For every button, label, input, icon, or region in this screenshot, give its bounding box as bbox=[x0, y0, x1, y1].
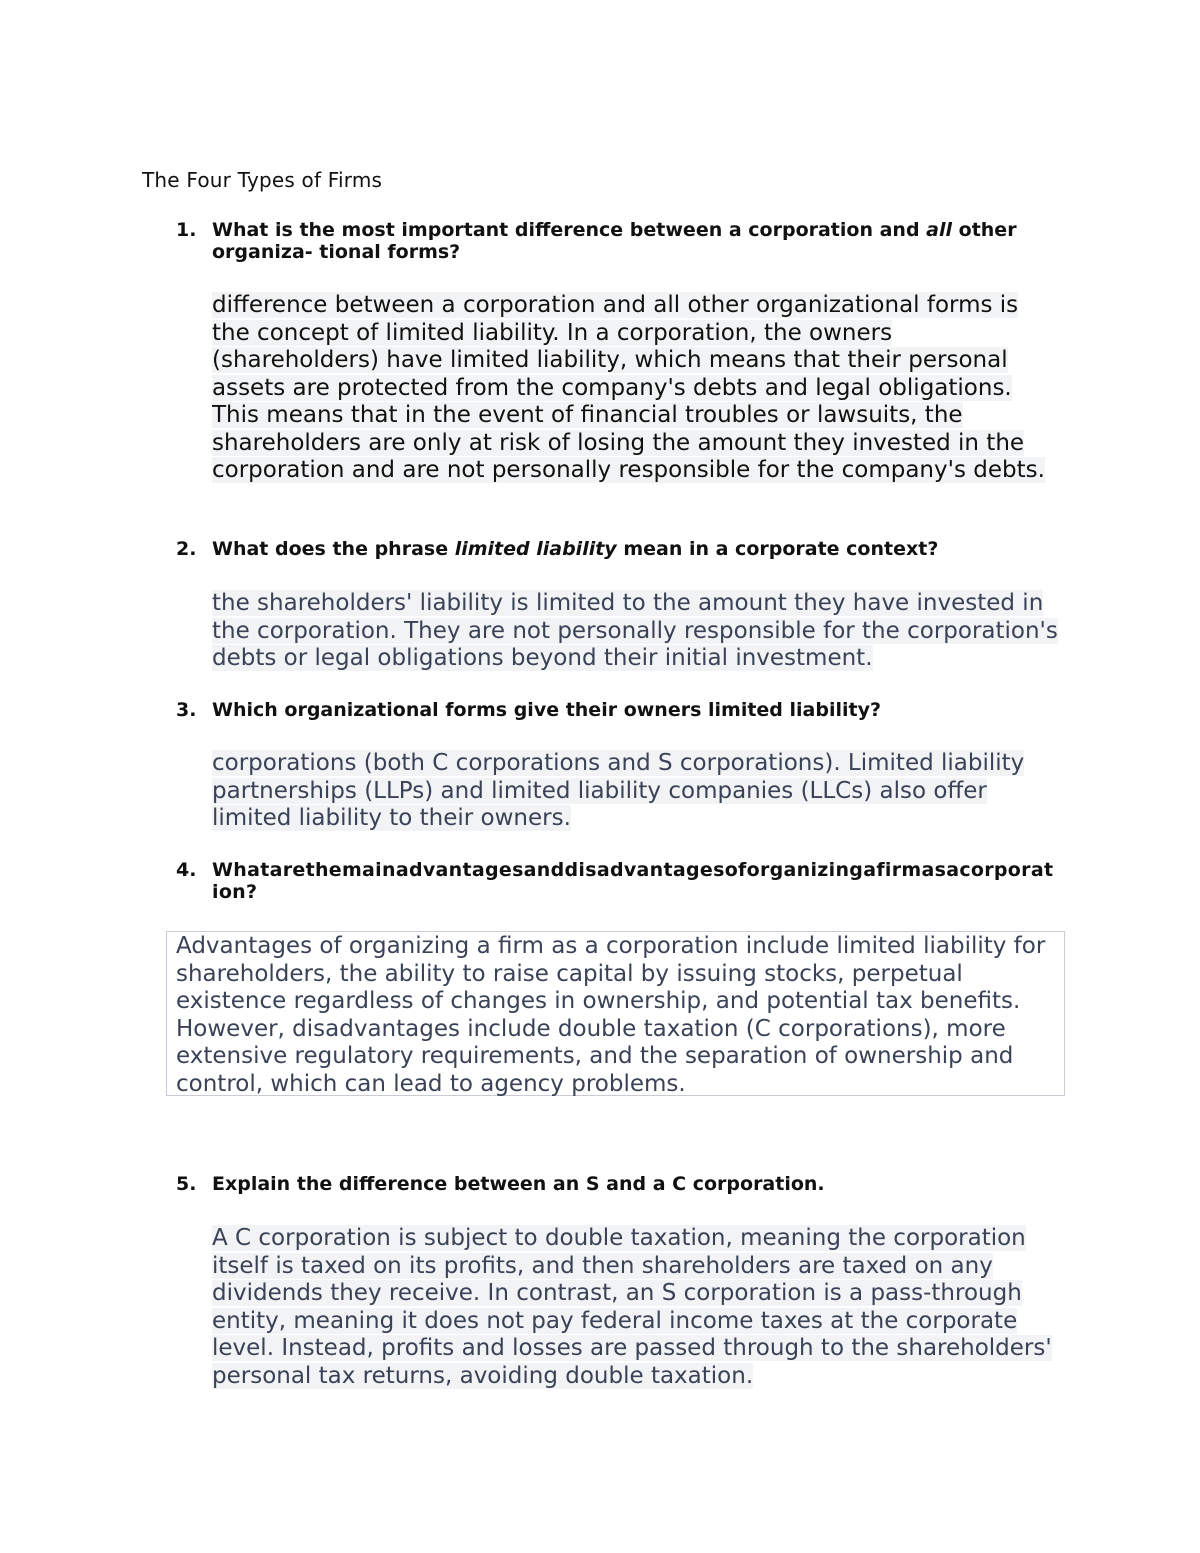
answer-text: corporations (both C corporations and S corporations). Limited liability partnerships (LLPs) and limited liability companies (LLCs) also offer limited liability to their owners. bbox=[212, 750, 1025, 831]
question-text: Explain the difference between an S and a C corporation. bbox=[212, 1173, 825, 1195]
answer-3 bbox=[212, 750, 1062, 833]
answer-text: difference between a corporation and all other organizational forms is the concept of limited liability. In a corporation, the owners (shareholders) have limited liability, which means that their personal assets are protected from the company's debts and legal obligations. This means that in the event of financial troubles or lawsuits, the shareholders are only at risk of losing the amount they invested in the corporation and are not personally responsible for the company's debts. bbox=[212, 292, 1045, 483]
answer-4-textbox bbox=[166, 931, 1065, 1096]
answer-text: Advantages of organizing a firm as a corporation include limited liability for shareholders, the ability to raise capital by issuing stocks, perpetual existence regardless of changes in ownership, and potential tax benefits. However, disadvantages include double taxation (C corporations), more extensive regulatory requirements, and the separation of ownership and control, which can lead to agency problems. bbox=[176, 933, 1046, 1097]
question-5 bbox=[176, 1173, 1056, 1195]
question-1 bbox=[176, 219, 1056, 263]
answer-text: the shareholders' liability is limited to the amount they have invested in the corporation. They are not personally responsible for the corporation's debts or legal obligations beyond their initial investment. bbox=[212, 590, 1058, 671]
question-text: Whatarethemainadvantagesanddisadvantagesoforganizingafirmasacorporation? bbox=[212, 859, 1054, 903]
question-3 bbox=[176, 699, 1056, 721]
document-title: The Four Types of Firms bbox=[142, 168, 383, 192]
question-number: 2. bbox=[176, 538, 197, 560]
question-number: 4. bbox=[176, 859, 197, 881]
answer-5 bbox=[212, 1225, 1062, 1390]
answer-text: A C corporation is subject to double taxation, meaning the corporation itself is taxed on its profits, and then shareholders are taxed on any dividends they receive. In contrast, an S corporation is a pass-through entity, meaning it does not pay federal income taxes at the corporate level. Instead, profits and losses are passed through to the shareholders' personal tax returns, avoiding double taxation. bbox=[212, 1225, 1052, 1389]
question-4 bbox=[176, 859, 1056, 903]
question-number: 5. bbox=[176, 1173, 197, 1195]
answer-1 bbox=[212, 292, 1062, 485]
question-text: What is the most important difference between a corporation and all other organiza- tional forms? bbox=[212, 219, 1017, 263]
question-text: Which organizational forms give their owners limited liability? bbox=[212, 699, 881, 721]
question-number: 1. bbox=[176, 219, 197, 241]
answer-2 bbox=[212, 590, 1062, 673]
question-text: What does the phrase limited liability mean in a corporate context? bbox=[212, 538, 939, 560]
question-number: 3. bbox=[176, 699, 197, 721]
question-2 bbox=[176, 538, 1056, 560]
